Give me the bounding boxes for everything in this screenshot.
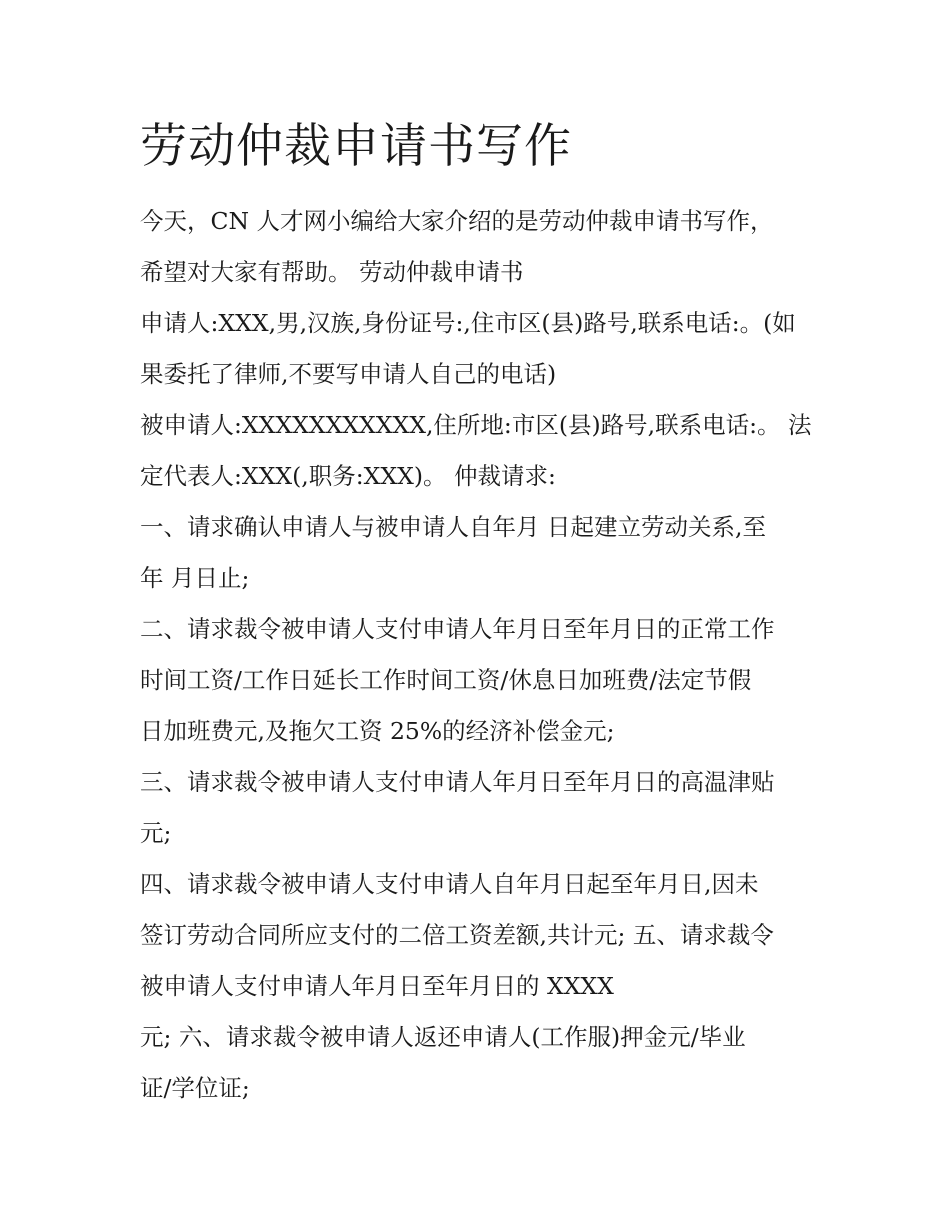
text-line: 元; xyxy=(140,819,172,847)
text-line: 定代表人:XXX(,职务:XXX)。 仲裁请求: xyxy=(140,462,556,490)
text-line: 证/学位证; xyxy=(140,1074,250,1102)
text-line: 二、请求裁令被申请人支付申请人年月日至年月日的正常工作 xyxy=(140,615,775,643)
text-line: 签订劳动合同所应支付的二倍工资差额,共计元; 五、请求裁令 xyxy=(140,921,774,949)
page-title: 劳动仲裁申请书写作 xyxy=(140,119,572,174)
text-line: 三、请求裁令被申请人支付申请人年月日至年月日的高温津贴 xyxy=(140,768,775,796)
text-line: 一、请求确认申请人与被申请人自年月 日起建立劳动关系,至 xyxy=(140,513,766,541)
text-line: 四、请求裁令被申请人支付申请人自年月日起至年月日,因未 xyxy=(140,870,759,898)
text-line: 日加班费元,及拖欠工资 25%的经济补偿金元; xyxy=(140,717,615,745)
text-line: 被申请人支付申请人年月日至年月日的 XXXX xyxy=(140,972,614,1000)
text-line: 今天，CN 人才网小编给大家介绍的是劳动仲裁申请书写作， xyxy=(140,207,774,235)
text-line: 时间工资/工作日延长工作时间工资/休息日加班费/法定节假 xyxy=(140,666,752,694)
text-line: 果委托了律师,不要写申请人自己的电话) xyxy=(140,360,557,388)
text-line: 年 月日止; xyxy=(140,564,250,592)
text-line: 希望对大家有帮助。 劳动仲裁申请书 xyxy=(140,258,524,286)
text-line: 申请人:XXX,男,汉族,身份证号:,住市区(县)路号,联系电话:。(如 xyxy=(140,309,796,337)
text-line: 元; 六、请求裁令被申请人返还申请人(工作服)押金元/毕业 xyxy=(140,1023,746,1051)
document-body xyxy=(140,196,830,1114)
text-line: 被申请人:XXXXXXXXXXX,住所地:市区(县)路号,联系电话:。 法 xyxy=(140,411,812,439)
